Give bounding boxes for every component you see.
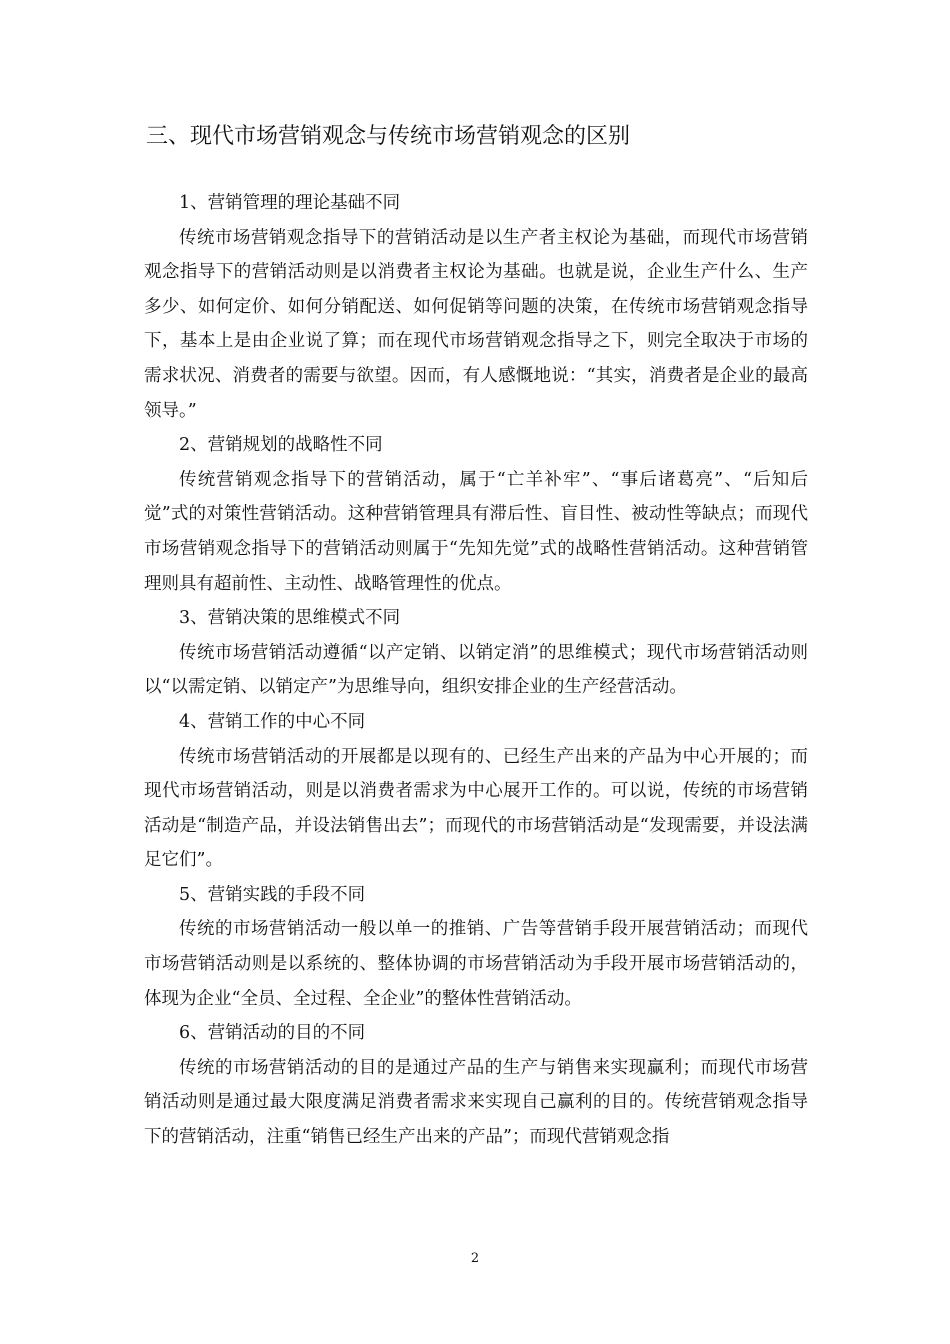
section-title: 三、现代市场营销观念与传统市场营销观念的区别 <box>146 124 631 149</box>
subsection-heading-5: 5、营销实践的手段不同 <box>179 884 366 905</box>
paragraph-6: 传统的市场营销活动的目的是通过产品的生产与销售来实现赢利；而现代市场营销活动则是通过最大限度满足消费者需求来实现自己赢利的目的。传统营销观念指导下的营销活动，注重“销售已经生产出来的产品”；而现代营销观念指 <box>144 1057 808 1148</box>
subsection-heading-2: 2、营销规划的战略性不同 <box>179 435 383 456</box>
subsection-heading-4: 4、营销工作的中心不同 <box>179 711 366 732</box>
paragraph-3: 传统市场营销活动遵循“以产定销、以销定消”的思维模式；现代市场营销活动则以“以需定销、以销定产”为思维导向，组织安排企业的生产经营活动。 <box>144 642 808 698</box>
paragraph-2: 传统营销观念指导下的营销活动，属于“亡羊补牢”、“事后诸葛亮”、“后知后觉”式的对策性营销活动。这种营销管理具有滞后性、盲目性、被动性等缺点；而现代市场营销观念指导下的营销活动则属于“先知先觉”式的战略性营销活动。这种营销管理则具有超前性、主动性、战略管理性的优点。 <box>144 469 808 594</box>
subsection-heading-6: 6、营销活动的目的不同 <box>179 1023 366 1044</box>
paragraph-4: 传统市场营销活动的开展都是以现有的、已经生产出来的产品为中心开展的；而现代市场营销活动，则是以消费者需求为中心展开工作的。可以说，传统的市场营销活动是“制造产品，并设法销售出去”；而现代的市场营销活动是“发现需要，并设法满足它们”。 <box>144 746 808 871</box>
document-body <box>144 186 808 1155</box>
paragraph-1: 传统市场营销观念指导下的营销活动是以生产者主权论为基础，而现代市场营销观念指导下的营销活动则是以消费者主权论为基础。也就是说，企业生产什么、生产多少、如何定价、如何分销配送、如何促销等问题的决策，在传统市场营销观念指导下，基本上是由企业说了算；而在现代市场营销观念指导之下，则完全取决于市场的需求状况、消费者的需要与欲望。因而，有人感慨地说：“其实，消费者是企业的最高领导。” <box>144 227 808 421</box>
page-number: 2 <box>470 1251 480 1266</box>
paragraph-5: 传统的市场营销活动一般以单一的推销、广告等营销手段开展营销活动；而现代市场营销活动则是以系统的、整体协调的市场营销活动为手段开展市场营销活动的，体现为企业“全员、全过程、全企业”的整体性营销活动。 <box>144 919 808 1009</box>
subsection-heading-3: 3、营销决策的思维模式不同 <box>179 608 401 629</box>
subsection-heading-1: 1、营销管理的理论基础不同 <box>179 193 401 213</box>
